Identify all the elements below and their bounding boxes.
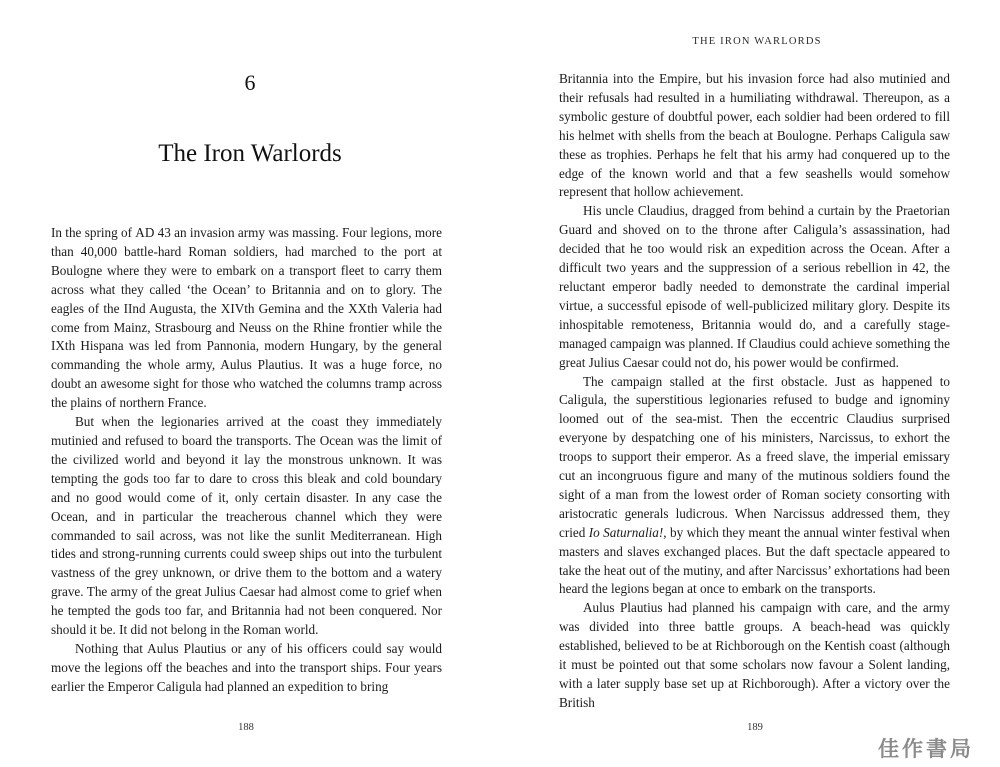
- latin-phrase: Io Saturnalia!: [588, 524, 664, 540]
- paragraph: His uncle Claudius, dragged from behind a curtain by the Praetorian Guard and shoved on to the throne after Caligula’s assassination, had decided that he too would risk an expedition across the Ocean. After a difficult two years and the suppression of a serious rebellion in 42, the reluctant emperor badly needed to demonstrate the cardinal imperial virtue, a successful episode of well-publicized military glory. Despite its inhospitable remoteness, Britannia would do, and a carefully stage-managed campaign was planned. If Claudius could achieve something the great Julius Caesar could not do, his power would be confirmed.: [559, 203, 950, 370]
- chapter-title: The Iron Warlords: [158, 140, 342, 167]
- chapter-number: 6: [244, 70, 256, 95]
- era-abbreviation: AD: [135, 225, 155, 240]
- paragraph: Aulus Plautius had planned his campaign with care, and the army was divided into three battle groups. A beach-head was quickly established, believed to be at Richborough on the Kentish coast (although it must be pointed out that some scholars now favour a Solent landing, with a later supply base set up at Richborough). After a victory over the British: [559, 600, 950, 710]
- paragraph: Britannia into the Empire, but his invasion force had also mutinied and their refusals had resulted in a humiliating withdrawal. Thereupon, as a symbolic gesture of doubtful power, each soldier had been ordered to fill his helmet with shells from the beach at Boulogne. Perhaps Caligula saw these as trophies. Perhaps he felt that his army had conquered up to the edge of the known world and that a few seashells would somehow represent that hollow achievement.: [559, 71, 950, 200]
- paragraph: [51, 224, 442, 413]
- paragraph-text: In the spring of: [51, 225, 136, 240]
- running-head: THE IRON WARLORDS: [692, 36, 822, 47]
- publisher-watermark: 佳作書局: [878, 737, 974, 761]
- paragraph: Nothing that Aulus Plautius or any of his officers could say would move the legions off the beaches and into the transport ships. Four years earlier the Emperor Caligula had planned an expedition to bring: [51, 640, 442, 694]
- page-number: 188: [238, 722, 254, 733]
- left-body-text: [51, 224, 442, 697]
- page-number: 189: [747, 722, 763, 733]
- paragraph-text: The campaign stalled at the first obstacle. Just as happened to Caligula, the superstitious legionaries refused to budge and ignominy loomed out of the sea-mist. Then the eccentric Claudius surprised everyone by despatching one of his ministers, Narcissus, to exhort the troops to support their emperor. As a freed slave, the imperial emissary cut an incongruous figure and many of the mutinous soldiers found the sight of a man from the lowest order of Roman society consorting with aristocratic generals ludicrous. When Narcissus addressed them, they cried: [559, 373, 950, 540]
- right-body-text: [559, 70, 950, 713]
- paragraph: But when the legionaries arrived at the coast they immediately mutinied and refused to board the transports. The Ocean was the limit of the civilized world and beyond it lay the monstrous unknown. It was tempting the gods too far to dare to cross this bleak and cold boundary and no good would come of it, only certain disaster. In any case the Ocean, and in particular the treacherous channel which they were commanded to sail across, was not like the sunlit Mediterranean. High tides and strong-running currents could sweep ships out into the turbulent vastness of the grey unknown, or drive them to the bottom and a watery grave. The army of the great Julius Caesar had almost come to grief when he tempted the gods too far, and Britannia had not been conquered. Nor should it be. It did not belong in the Roman world.: [51, 414, 442, 638]
- paragraph-text: 43 an invasion army was massing. Four legions, more than 40,000 battle-hard Roman soldiers, had marched to the port at Boulogne where they were to embark on a transport fleet to carry them across what they called ‘the Ocean’ to Britannia and on to glory. The eagles of the IInd Augusta, the XIVth Gemina and the XXth Valeria had come from Mainz, Strasbourg and Neuss on the Rhine frontier while the IXth Hispana was led from Pannonia, modern Hungary, by the general commanding the whole army, Aulus Plautius. It was a huge force, no doubt an awesome sight for those who watched the columns tramp across the plains of northern France.: [51, 225, 442, 411]
- paragraph: [559, 373, 950, 600]
- paragraph-text: , by which they meant the annual winter festival when masters and slaves exchanged places. But the daft spectacle appeared to take the heat out of the mutiny, and after Narcissus’ exhortations had been heard the legions began at once to embark on the transports.: [559, 524, 950, 597]
